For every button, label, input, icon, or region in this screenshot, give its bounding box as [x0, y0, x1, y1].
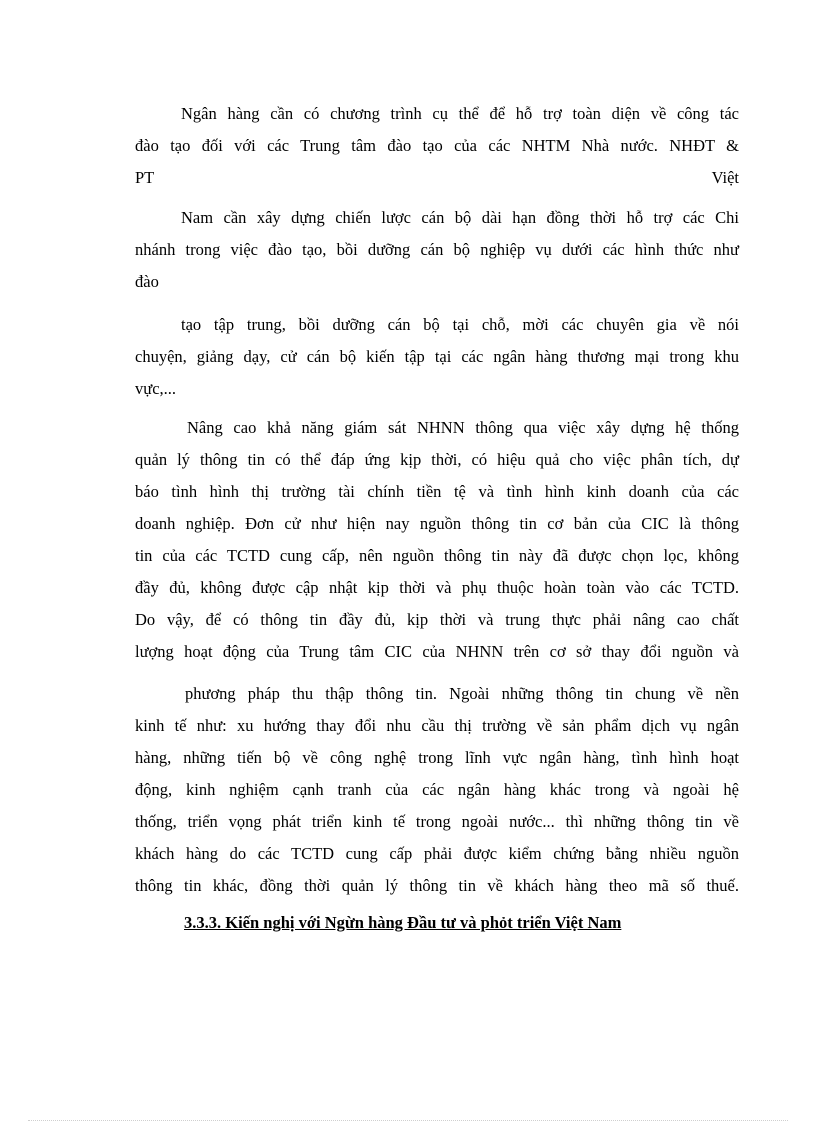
section-heading: 3.3.3. Kiến nghị với Ngừn hàng Đầu tư và phỏt triển Việt Nam	[184, 913, 622, 932]
text-line: khách hàng do các TCTD cung cấp phải được kiểm chứng bằng nhiều nguồn	[135, 844, 739, 863]
text-line: động, kinh nghiệm cạnh tranh của các ngân hàng khác trong và ngoài hệ	[135, 780, 739, 799]
text-line: chuyện, giảng dạy, cử cán bộ kiến tập tại các ngân hàng thương mại trong khu	[135, 347, 739, 366]
text-line: kinh tế như: xu hướng thay đổi nhu cầu thị trường về sản phẩm dịch vụ ngân	[135, 716, 739, 735]
text-line: Nam cần xây dựng chiến lược cán bộ dài hạn đồng thời hỗ trợ các Chi	[181, 208, 739, 227]
text-line: tạo tập trung, bồi dưỡng cán bộ tại chỗ, mời các chuyên gia về nói	[181, 315, 739, 334]
paragraph-training-forms	[135, 309, 739, 405]
text-line: Nâng cao khả năng giám sát NHNN thông qua việc xây dựng hệ thống	[187, 418, 739, 437]
text-line: Ngân hàng cần có chương trình cụ thể để hỗ trợ toàn diện về công tác	[181, 104, 739, 123]
text-line: đào	[135, 272, 159, 291]
text-line: doanh nghiệp. Đơn cử như hiện nay nguồn thông tin cơ bản của CIC là thông	[135, 514, 739, 533]
text-line: hàng, những tiến bộ về công nghệ trong lĩnh vực ngân hàng, tình hình hoạt	[135, 748, 739, 767]
text-line: lượng hoạt động của Trung tâm CIC của NHNN trên cơ sở thay đổi nguồn và	[135, 642, 739, 661]
text-line: tin của các TCTD cung cấp, nên nguồn thông tin này đã được chọn lọc, không	[135, 546, 739, 565]
paragraph-staff-strategy	[135, 202, 739, 298]
text-line: đào tạo đối với các Trung tâm đào tạo của các NHTM Nhà nước. NHĐT &	[135, 136, 739, 155]
text-line: phương pháp thu thập thông tin. Ngoài những thông tin chung về nền	[185, 684, 739, 703]
text-line: vực,...	[135, 379, 177, 398]
text-line: quản lý thông tin có thể đáp ứng kịp thời, có hiệu quả cho việc phân tích, dự	[135, 450, 739, 469]
page-bottom-divider	[28, 1120, 788, 1121]
text-line: Do vậy, để có thông tin đầy đủ, kịp thời và trung thực phải nâng cao chất	[135, 610, 739, 629]
paragraph-training-support	[135, 98, 739, 194]
text-line: nhánh trong việc đào tạo, bồi dưỡng cán bộ nghiệp vụ dưới các hình thức như	[135, 240, 739, 259]
paragraph-nhnn-supervision	[135, 412, 739, 668]
text-line-left: PT	[135, 168, 155, 187]
paragraph-information-collection	[135, 678, 739, 902]
text-line: thông tin khác, đồng thời quản lý thông tin về khách hàng theo mã số thuế.	[135, 876, 739, 895]
text-line-right: Việt	[711, 168, 739, 187]
text-line: báo tình hình thị trường tài chính tiền tệ và tình hình kinh doanh của các	[135, 482, 739, 501]
text-line	[135, 162, 739, 194]
text-line: đầy đủ, không được cập nhật kịp thời và phụ thuộc hoàn toàn vào các TCTD.	[135, 578, 739, 597]
text-line: thống, triển vọng phát triển kinh tế trong ngoài nước... thì những thông tin về	[135, 812, 739, 831]
